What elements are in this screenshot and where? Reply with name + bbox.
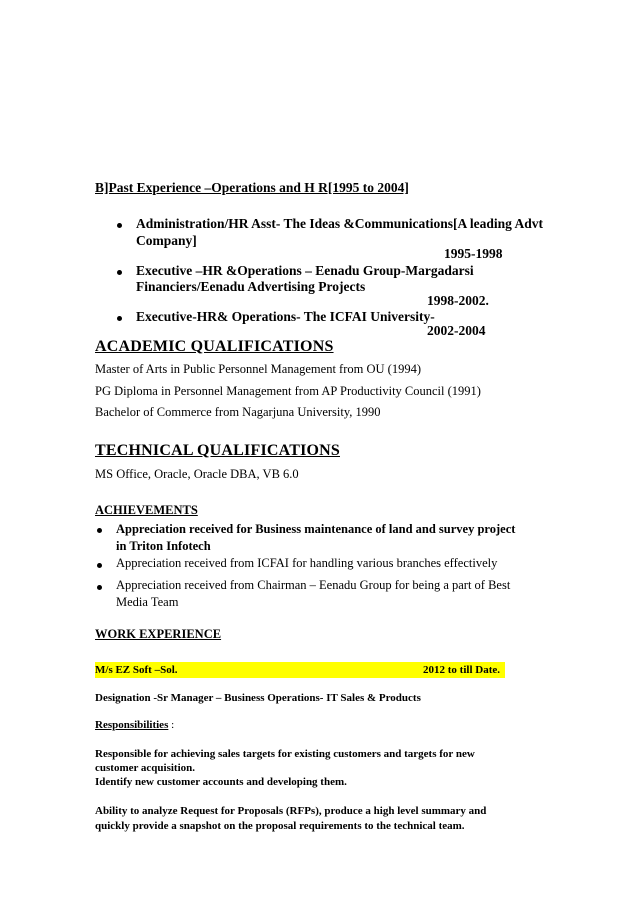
work-experience-heading: WORK EXPERIENCE [95, 627, 222, 641]
past-item-3-years: 2002-2004 [427, 323, 486, 338]
company-name: M/s EZ Soft –Sol. [95, 664, 178, 676]
achievements-heading: ACHIEVEMENTS [95, 503, 198, 517]
responsibilities-colon: : [168, 719, 175, 731]
resp-para1-line3: Identify new customer accounts and developing them. [95, 776, 347, 788]
resp-para2-line2: quickly provide a snapshot on the proposal requirements to the technical team. [95, 820, 465, 832]
designation: Designation -Sr Manager – Business Operations- IT Sales & Products [95, 692, 421, 704]
responsibilities-heading [95, 719, 174, 731]
bullet-icon [117, 316, 122, 321]
past-item-1-line1: Administration/HR Asst- The Ideas &Communications[A leading Advt [136, 216, 544, 231]
achievement-1-line1: Appreciation received for Business maintenance of land and survey project [116, 522, 516, 536]
bullet-icon [117, 223, 122, 228]
academic-heading: ACADEMIC QUALIFICATIONS [95, 338, 334, 355]
past-item-1-line2: Company] [136, 233, 197, 248]
achievement-2-line1: Appreciation received from ICFAI for handling various branches effectively [116, 556, 498, 570]
responsibilities-label: Responsibilities [95, 719, 169, 731]
past-item-3-line1: Executive-HR& Operations- The ICFAI University- [136, 309, 435, 324]
academic-line-3: Bachelor of Commerce from Nagarjuna University, 1990 [95, 405, 381, 419]
company-period: 2012 to till Date. [423, 664, 500, 676]
past-experience-title: B]Past Experience –Operations and H R[1995 to 2004] [95, 180, 409, 195]
bullet-icon [97, 528, 102, 533]
achievement-3-line2: Media Team [116, 595, 179, 609]
bullet-icon [97, 585, 102, 590]
resp-para2-line1: Ability to analyze Request for Proposals (RFPs), produce a high level summary and [95, 805, 487, 817]
past-item-2-line2: Financiers/Eenadu Advertising Projects [136, 279, 366, 294]
technical-line: MS Office, Oracle, Oracle DBA, VB 6.0 [95, 467, 299, 481]
achievement-3-line1: Appreciation received from Chairman – Eenadu Group for being a part of Best [116, 578, 511, 592]
achievement-1-line2: in Triton Infotech [116, 539, 211, 553]
past-item-2-line1: Executive –HR &Operations – Eenadu Group-Margadarsi [136, 263, 474, 278]
resp-para1-line2: customer acquisition. [95, 762, 196, 774]
academic-line-2: PG Diploma in Personnel Management from AP Productivity Council (1991) [95, 384, 481, 398]
past-item-1-years: 1995-1998 [444, 246, 503, 261]
bullet-icon [117, 270, 122, 275]
past-item-2-years: 1998-2002. [427, 293, 489, 308]
bullet-icon [97, 563, 102, 568]
technical-heading: TECHNICAL QUALIFICATIONS [95, 442, 340, 459]
resp-para1-line1: Responsible for achieving sales targets for existing customers and targets for new [95, 748, 475, 760]
academic-line-1: Master of Arts in Public Personnel Management from OU (1994) [95, 362, 421, 376]
